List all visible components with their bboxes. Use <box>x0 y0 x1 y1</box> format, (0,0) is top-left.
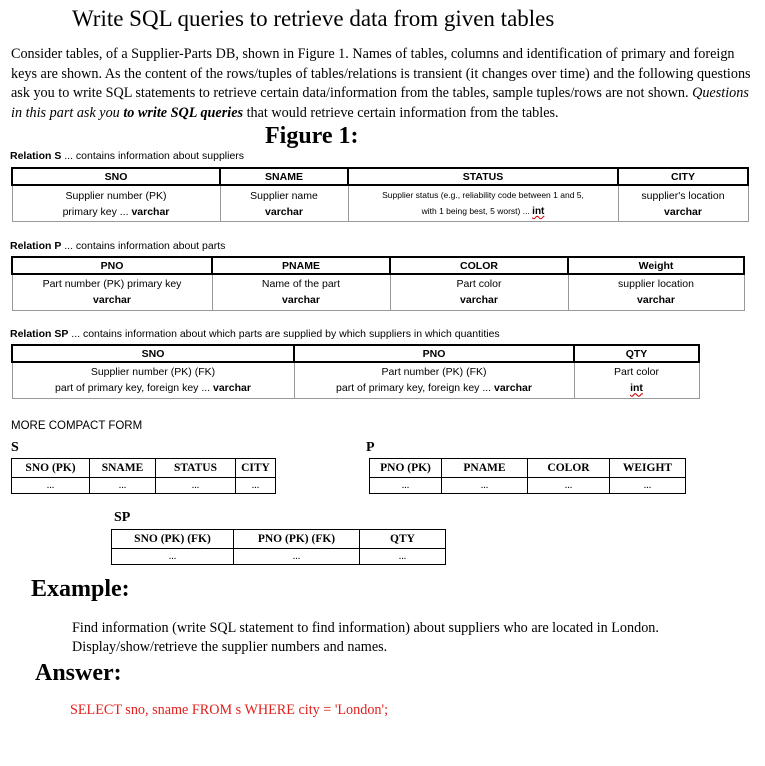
placeholder-cell: ... <box>90 478 156 494</box>
compact-form-label: MORE COMPACT FORM <box>11 420 143 432</box>
compact-s-table <box>11 458 276 494</box>
cell-line1: supplier's location <box>641 189 725 202</box>
header-city: CITY <box>236 459 276 478</box>
relation-p-table <box>11 256 745 311</box>
cell-line2-pre: part of primary key, foreign key ... <box>55 382 213 395</box>
intro-italic-prefix: Questions in this part ask you <box>11 85 749 121</box>
header-status: STATUS <box>156 459 236 478</box>
cell-line2 <box>621 204 746 220</box>
cell-type: varchar <box>93 294 131 307</box>
cell-type: varchar <box>131 205 170 218</box>
cell-type: varchar <box>494 382 532 395</box>
placeholder-cell: ... <box>112 549 234 565</box>
placeholder-cell: ... <box>156 478 236 494</box>
header-weight: WEIGHT <box>610 459 686 478</box>
header-city: CITY <box>618 168 748 185</box>
cell-line2 <box>15 380 292 396</box>
relation-s-caption <box>10 150 244 162</box>
header-sno: SNO <box>12 168 220 185</box>
header-color: COLOR <box>528 459 610 478</box>
header-sname: SNAME <box>220 168 348 185</box>
cell-line2-pre: primary key ... <box>62 205 132 218</box>
cell-qty <box>574 362 699 398</box>
cell-line1: supplier location <box>618 278 694 291</box>
relation-p-caption <box>10 240 225 252</box>
placeholder-cell: ... <box>528 478 610 494</box>
intro-italic-bold: to write SQL queries <box>123 104 244 121</box>
compact-sp-letter: SP <box>114 510 131 525</box>
cell-type: varchar <box>664 205 702 218</box>
header-pno-pk-fk: PNO (PK) (FK) <box>234 530 360 549</box>
cell-color <box>390 274 568 310</box>
cell-line2 <box>297 380 572 396</box>
cell-line2-pre: part of primary key, foreign key ... <box>336 382 494 395</box>
header-qty: QTY <box>360 530 446 549</box>
relation-s-name: Relation S <box>10 150 62 162</box>
relation-sp-table <box>11 344 700 399</box>
header-sno-pk-fk: SNO (PK) (FK) <box>112 530 234 549</box>
cell-pname <box>212 274 390 310</box>
cell-sno <box>12 362 294 398</box>
cell-city <box>618 185 748 222</box>
intro-text: Consider tables, of a Supplier-Parts DB, shown in Figure 1. Names of tables, columns and identification of primary and foreign keys are shown. As the content of the rows/tuples of tables/relations is transient (it changes over time) and the following questions ask you to write SQL statements to retrieve certain data/information from the tables, sample tuples/rows are not shown. <box>11 46 751 101</box>
answer-heading: Answer: <box>35 660 122 686</box>
example-heading: Example: <box>31 576 130 602</box>
cell-type: int <box>630 382 643 395</box>
header-color: COLOR <box>390 257 568 274</box>
cell-pno <box>12 274 212 310</box>
header-weight: Weight <box>568 257 744 274</box>
cell-type: varchar <box>265 205 303 218</box>
header-sno: SNO <box>12 345 294 362</box>
header-pno-pk: PNO (PK) <box>370 459 442 478</box>
cell-pno <box>294 362 574 398</box>
header-sno-pk: SNO (PK) <box>12 459 90 478</box>
placeholder-cell: ... <box>12 478 90 494</box>
cell-type: varchar <box>637 294 675 307</box>
header-sname: SNAME <box>90 459 156 478</box>
cell-type: int <box>532 206 545 217</box>
cell-type: varchar <box>460 294 498 307</box>
intro-suffix: that would retrieve certain information from the tables. <box>246 104 559 121</box>
cell-weight <box>568 274 744 310</box>
relation-p-desc: ... contains information about parts <box>64 240 226 252</box>
relation-s-desc: ... contains information about suppliers <box>64 150 245 162</box>
cell-line2-pre: with 1 being best, 5 worst) ... <box>421 206 533 216</box>
cell-line1: Part number (PK) primary key <box>42 278 182 291</box>
cell-line1: Supplier number (PK) <box>65 189 167 202</box>
header-qty: QTY <box>574 345 699 362</box>
cell-line1: Name of the part <box>261 278 341 291</box>
cell-line2 <box>223 204 346 220</box>
figure-title: Figure 1: <box>265 123 359 149</box>
header-pname: PNAME <box>212 257 390 274</box>
placeholder-cell: ... <box>610 478 686 494</box>
cell-status <box>348 185 618 222</box>
header-pno: PNO <box>294 345 574 362</box>
cell-type: varchar <box>213 382 251 395</box>
answer-sql: SELECT sno, sname FROM s WHERE city = 'London'; <box>70 702 389 718</box>
header-pno: PNO <box>12 257 212 274</box>
cell-type: varchar <box>282 294 320 307</box>
cell-line1: Supplier number (PK) (FK) <box>90 366 216 379</box>
relation-sp-name: Relation SP <box>10 328 69 340</box>
relation-s-table <box>11 167 749 222</box>
placeholder-cell: ... <box>236 478 276 494</box>
intro-paragraph <box>11 45 755 123</box>
cell-line2 <box>351 203 616 220</box>
cell-line2 <box>15 204 218 220</box>
cell-line1: Supplier status (e.g., reliability code between 1 and 5, <box>382 190 584 200</box>
placeholder-cell: ... <box>370 478 442 494</box>
cell-sno <box>12 185 220 222</box>
compact-p-letter: P <box>366 440 375 455</box>
cell-line1: Part color <box>614 366 659 379</box>
header-pname: PNAME <box>442 459 528 478</box>
relation-sp-caption <box>10 328 500 340</box>
header-status: STATUS <box>348 168 618 185</box>
compact-s-letter: S <box>11 440 19 455</box>
cell-line1: Part number (PK) (FK) <box>381 366 487 379</box>
example-text: Find information (write SQL statement to find information) about suppliers who are located in London. Display/show/retrieve the supplier numbers and names. <box>72 620 659 655</box>
placeholder-cell: ... <box>442 478 528 494</box>
relation-sp-desc: ... contains information about which parts are supplied by which suppliers in which quantities <box>71 328 500 340</box>
compact-sp-table <box>111 529 446 565</box>
page-title: Write SQL queries to retrieve data from given tables <box>72 6 555 31</box>
relation-p-name: Relation P <box>10 240 62 252</box>
cell-sname <box>220 185 348 222</box>
placeholder-cell: ... <box>360 549 446 565</box>
placeholder-cell: ... <box>234 549 360 565</box>
cell-line1: Supplier name <box>250 189 318 202</box>
cell-line1: Part color <box>456 278 502 291</box>
compact-p-table <box>369 458 686 494</box>
